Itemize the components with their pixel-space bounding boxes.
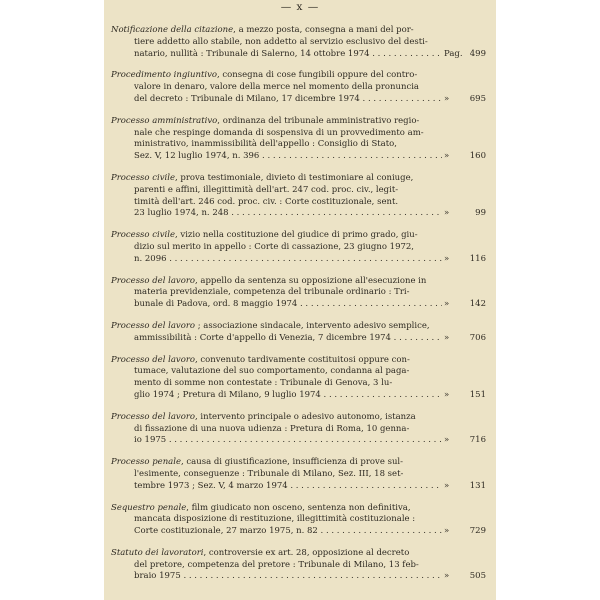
- entry-text: , consegna di cose fungibili oppure del contro-: [217, 70, 418, 81]
- entry-line-text: [134, 571, 442, 583]
- entry-line: [104, 321, 496, 333]
- entry-line-text: [111, 116, 419, 128]
- entry-line: [104, 208, 496, 220]
- page-ref-marker: »: [444, 389, 450, 400]
- entry-line: [104, 366, 496, 378]
- entry-line: [104, 197, 496, 209]
- page-ref-marker: »: [444, 151, 450, 162]
- entry-topic: Statuto dei lavoratori: [111, 547, 204, 558]
- entry-text: materia previdenziale, competenza del tribunale ordinario : Tri-: [134, 287, 410, 298]
- page-ref-marker: »: [444, 208, 450, 219]
- entry-text: di fissazione di una nuova udienza : Pretura di Roma, 10 genna-: [134, 423, 410, 434]
- entry-line-text: [111, 70, 417, 82]
- entry-line: [104, 378, 496, 390]
- index-entries: [104, 25, 496, 593]
- entry-line: [104, 526, 496, 538]
- page-number: 160: [469, 151, 486, 162]
- entry-line: [104, 25, 496, 37]
- page-ref-marker: »: [444, 332, 450, 343]
- index-entry: [104, 457, 496, 492]
- page-number: 99: [475, 208, 486, 219]
- entry-line-text: [134, 560, 419, 572]
- entry-text: tumace, valutazione del suo comportamento, condanna al paga-: [134, 366, 410, 377]
- entry-topic: Processo civile: [111, 230, 175, 241]
- entry-line: [104, 128, 496, 140]
- entry-line-text: [134, 82, 419, 94]
- entry-line-text: [134, 151, 442, 163]
- entry-text: ; associazione sindacale, intervento adesivo semplice,: [195, 320, 430, 331]
- entry-topic: Processo del lavoro: [111, 275, 196, 286]
- entry-line: [104, 116, 496, 128]
- entry-text: braio 1975: [134, 571, 181, 582]
- page-number: 116: [469, 253, 486, 264]
- entry-topic: Processo del lavoro: [111, 354, 196, 365]
- entry-line-text: [111, 230, 418, 242]
- index-entry: [104, 230, 496, 265]
- page-number: 729: [469, 526, 486, 537]
- page-ref-marker: »: [444, 526, 450, 537]
- page-number: 151: [469, 389, 486, 400]
- entry-text: valore in denaro, valore della merce nel momento della pronuncia: [134, 82, 419, 93]
- entry-line: [104, 94, 496, 106]
- index-entry: [104, 412, 496, 447]
- entry-topic: Procedimento ingiuntivo: [111, 70, 218, 81]
- entry-text: , vizio nella costituzione del giudice di primo grado, giu-: [174, 230, 418, 241]
- entry-text: ministrativo, inammissibilità dell'appello : Consiglio di Stato,: [134, 139, 397, 150]
- entry-line-text: [134, 424, 409, 436]
- entry-line: [104, 37, 496, 49]
- entry-text: io 1975: [134, 435, 167, 446]
- entry-topic: Sequestro penale: [111, 502, 187, 513]
- entry-line-text: [134, 333, 442, 345]
- entry-line: [104, 503, 496, 515]
- index-entry: [104, 355, 496, 402]
- entry-text: parenti e affini, illegittimità dell'art. 247 cod. proc. civ., legit-: [134, 184, 399, 195]
- page-number: 142: [469, 299, 486, 310]
- entry-line-text: [111, 412, 416, 424]
- entry-text: mancata disposizione di restituzione, illegittimità costituzionale :: [134, 514, 416, 525]
- index-entry: [104, 25, 496, 60]
- entry-text: del pretore, competenza del pretore : Tribunale di Milano, 13 feb-: [134, 559, 419, 570]
- entry-text: , convenuto tardivamente costituitosi oppure con-: [195, 354, 410, 365]
- entry-line-text: [111, 457, 403, 469]
- entry-line: [104, 469, 496, 481]
- entry-topic: Notificazione della citazione: [111, 25, 234, 35]
- entry-line: [104, 139, 496, 151]
- entry-line-text: [134, 526, 442, 538]
- entry-line-text: [134, 139, 397, 151]
- entry-text: glio 1974 ; Pretura di Milano, 9 luglio 1974: [134, 389, 321, 400]
- entry-line: [104, 560, 496, 572]
- entry-line: [104, 412, 496, 424]
- entry-line-text: [134, 242, 414, 254]
- entry-line: [104, 254, 496, 266]
- entry-line-text: [111, 276, 426, 288]
- entry-line-text: [111, 503, 411, 515]
- entry-line-text: [134, 197, 398, 209]
- index-entry: [104, 503, 496, 538]
- entry-line-text: [134, 128, 424, 140]
- page-number: 505: [469, 571, 486, 582]
- entry-line-text: [134, 514, 415, 526]
- entry-text: , film giudicato non osceno, sentenza non definitiva,: [186, 502, 411, 513]
- entry-line-text: [134, 299, 442, 311]
- entry-text: , causa di giustificazione, insufficienza di prove sul-: [181, 457, 404, 468]
- entry-line-text: [111, 355, 410, 367]
- entry-line: [104, 571, 496, 583]
- entry-text: 23 luglio 1974, n. 248: [134, 208, 229, 219]
- index-entry: [104, 173, 496, 220]
- entry-line: [104, 514, 496, 526]
- entry-topic: Processo del lavoro: [111, 320, 196, 331]
- entry-text: tiere addetto allo stabile, non addetto al servizio esclusivo del desti-: [134, 36, 428, 47]
- entry-line: [104, 242, 496, 254]
- entry-text: , a mezzo posta, consegna a mani del por-: [233, 25, 414, 35]
- index-entry: [104, 276, 496, 311]
- entry-line-text: [134, 208, 442, 220]
- entry-text: , intervento principale o adesivo autonomo, istanza: [195, 411, 416, 422]
- document-page: [104, 0, 496, 600]
- entry-line: [104, 457, 496, 469]
- entry-line: [104, 230, 496, 242]
- entry-line: [104, 151, 496, 163]
- index-entry: [104, 70, 496, 105]
- page-ref-marker: »: [444, 435, 450, 446]
- entry-line: [104, 276, 496, 288]
- entry-line-text: [134, 378, 392, 390]
- entry-text: nale che respinge domanda di sospensiva di un provvedimento am-: [134, 127, 424, 138]
- entry-line-text: [134, 435, 442, 447]
- entry-text: , prova testimoniale, divieto di testimoniare al coniuge,: [174, 172, 414, 183]
- entry-line: [104, 49, 496, 61]
- entry-text: dizio sul merito in appello : Corte di cassazione, 23 giugno 1972,: [134, 241, 414, 252]
- entry-line-text: [111, 25, 414, 37]
- page-ref-marker: »: [444, 253, 450, 264]
- entry-line-text: [111, 173, 413, 185]
- entry-text: , ordinanza del tribunale amministrativo regio-: [217, 115, 420, 126]
- entry-text: Sez. V, 12 luglio 1974, n. 396: [134, 151, 260, 162]
- entry-text: tembre 1973 ; Sez. V, 4 marzo 1974: [134, 480, 288, 491]
- entry-line-text: [111, 548, 409, 560]
- page-number: 131: [469, 480, 486, 491]
- page-header: — x —: [280, 1, 320, 13]
- background-right: [496, 0, 600, 600]
- entry-topic: Processo civile: [111, 172, 175, 183]
- page-number: 716: [469, 435, 486, 446]
- page-ref-marker: »: [444, 299, 450, 310]
- entry-line: [104, 390, 496, 402]
- entry-line-text: [134, 469, 403, 481]
- entry-text: , controversie ex art. 28, opposizione al decreto: [203, 547, 410, 558]
- entry-text: , appello da sentenza su opposizione all'esecuzione in: [195, 275, 427, 286]
- entry-line-text: [134, 185, 398, 197]
- entry-text: del decreto : Tribunale di Milano, 17 dicembre 1974: [134, 93, 360, 104]
- entry-line-text: [134, 481, 442, 493]
- entry-text: natario, nullità : Tribunale di Salerno, 14 ottobre 1974: [134, 48, 370, 59]
- entry-text: Corte costituzionale, 27 marzo 1975, n. 82: [134, 526, 318, 537]
- page-ref-marker: »: [444, 480, 450, 491]
- entry-text: timità dell'art. 246 cod. proc. civ. : Corte costituzionale, sent.: [134, 196, 399, 207]
- page-ref-marker: Pag.: [444, 48, 463, 59]
- page-ref-marker: »: [444, 571, 450, 582]
- entry-line: [104, 173, 496, 185]
- entry-text: l'esimente, conseguenze : Tribunale di Milano, Sez. III, 18 set-: [134, 468, 404, 479]
- page-ref-marker: »: [444, 93, 450, 104]
- entry-line-text: [134, 390, 442, 402]
- entry-line-text: [134, 49, 442, 61]
- entry-line: [104, 82, 496, 94]
- entry-line: [104, 548, 496, 560]
- entry-topic: Processo del lavoro: [111, 411, 196, 422]
- entry-text: mento di somme non contestate : Tribunale di Genova, 3 lu-: [134, 378, 393, 389]
- page-number: 695: [469, 93, 486, 104]
- page-number: 706: [469, 332, 486, 343]
- entry-line: [104, 355, 496, 367]
- entry-line-text: [134, 254, 442, 266]
- entry-line-text: [134, 366, 409, 378]
- entry-topic: Processo penale: [111, 457, 181, 468]
- page-number: 499: [469, 48, 486, 59]
- entry-line-text: [134, 94, 442, 106]
- background-left: [0, 0, 104, 600]
- entry-line-text: [111, 321, 430, 333]
- index-entry: [104, 548, 496, 583]
- entry-line: [104, 333, 496, 345]
- entry-topic: Processo amministrativo: [111, 115, 218, 126]
- entry-line: [104, 481, 496, 493]
- entry-line: [104, 424, 496, 436]
- entry-text: bunale di Padova, ord. 8 maggio 1974: [134, 299, 298, 310]
- index-entry: [104, 321, 496, 345]
- entry-text: n. 2096: [134, 253, 167, 264]
- entry-line-text: [134, 37, 428, 49]
- index-entry: [104, 116, 496, 163]
- entry-line-text: [134, 287, 410, 299]
- entry-line: [104, 299, 496, 311]
- entry-line: [104, 70, 496, 82]
- entry-text: ammissibilità : Corte d'appello di Venezia, 7 dicembre 1974: [134, 332, 391, 343]
- entry-line: [104, 287, 496, 299]
- entry-line: [104, 435, 496, 447]
- entry-line: [104, 185, 496, 197]
